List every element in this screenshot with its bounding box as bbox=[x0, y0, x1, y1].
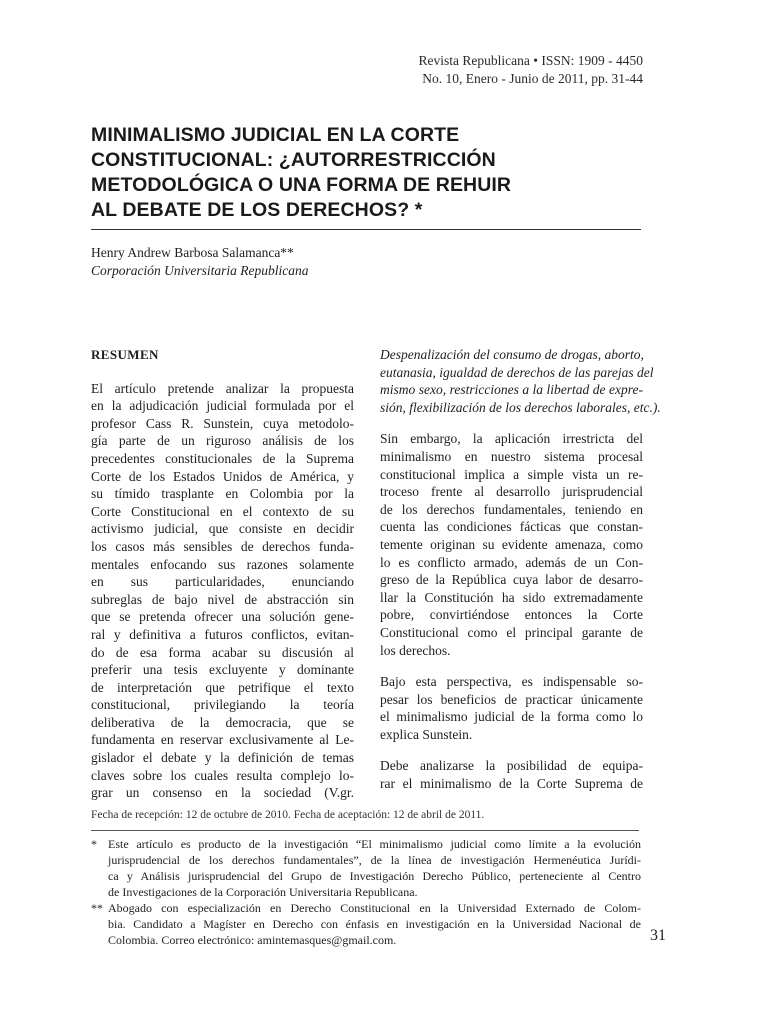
text-line: gía parte de un riguroso análisis de los bbox=[91, 433, 354, 449]
text-line: de interpretación que petrifique el texto bbox=[91, 679, 354, 695]
text-line: subreglas de bajo nivel de abstracción sin bbox=[91, 591, 354, 607]
author-name: Henry Andrew Barbosa Salamanca** bbox=[91, 245, 294, 260]
text-line: de Investigaciones de la Corporación Universitaria Republicana. bbox=[108, 885, 418, 899]
text-line: el minimalismo judicial de la forma como lo bbox=[380, 709, 643, 725]
title-line: METODOLÓGICA O UNA FORMA DE REHUIR bbox=[91, 174, 512, 196]
text-line: eutanasia, igualdad de derechos de las parejas del bbox=[380, 364, 654, 380]
abstract-paragraph bbox=[380, 430, 643, 659]
text-line: greso de la República cuya labor de desarro- bbox=[380, 572, 643, 588]
title-line: MINIMALISMO JUDICIAL EN LA CORTE bbox=[91, 124, 460, 146]
text-line: Sin embargo, la aplicación irrestricta del bbox=[380, 431, 643, 447]
text-line: pesar los beneficios de practicar únicamente bbox=[380, 691, 643, 707]
text-line: El artículo pretende analizar la propuesta bbox=[91, 380, 354, 396]
text-line: ral y definitiva a futuros conflictos, evitan- bbox=[91, 626, 354, 642]
text-line: Este artículo es producto de la investigación “El minimalismo judicial como límite a la evolución bbox=[108, 837, 641, 851]
text-line: mismo sexo, restricciones a la libertad de expre- bbox=[380, 382, 643, 398]
text-line: profesor Cass R. Sunstein, cuya metodolo- bbox=[91, 415, 354, 431]
text-line: su tímido trasplante en Colombia por la bbox=[91, 486, 354, 502]
footnote-mark: * bbox=[91, 837, 97, 851]
text-line: sión, flexibilización de los derechos laborales, etc.). bbox=[380, 399, 661, 415]
text-line: en la adjudicación judicial formulada por el bbox=[91, 398, 354, 414]
text-line: los derechos. bbox=[380, 642, 451, 658]
abstract-paragraph bbox=[380, 673, 643, 743]
text-line: Constitucional como el principal garante de bbox=[380, 624, 643, 640]
journal-issue-line: No. 10, Enero - Junio de 2011, pp. 31-44 bbox=[422, 71, 643, 86]
text-line: activismo judicial, que consiste en decidir bbox=[91, 521, 354, 537]
author-institution: Corporación Universitaria Republicana bbox=[91, 263, 309, 278]
reception-dates: Fecha de recepción: 12 de octubre de 2010. Fecha de aceptación: 12 de abril de 2011. bbox=[91, 809, 485, 821]
journal-header bbox=[419, 52, 643, 88]
abstract-left-column bbox=[91, 346, 354, 802]
abstract-right-column bbox=[380, 346, 661, 793]
text-line: jurisprudencial de los derechos fundamentales”, de la línea de investigación Hermenéutica Jurídi- bbox=[108, 853, 641, 867]
abstract-paragraph bbox=[91, 380, 354, 802]
text-line: constitucional, privilegiando la teoría bbox=[91, 697, 354, 713]
text-line: minimalismo en nuestro sistema procesal bbox=[380, 448, 643, 464]
text-line: Colombia. Correo electrónico: amintemasques@gmail.com. bbox=[108, 933, 397, 947]
title-divider bbox=[91, 229, 641, 230]
text-line: do de esa forma acabar su discusión al bbox=[91, 644, 354, 660]
author-block bbox=[91, 244, 308, 280]
text-line: rar el minimalismo de la Corte Suprema de bbox=[380, 776, 643, 792]
title-line: CONSTITUCIONAL: ¿AUTORRESTRICCIÓN bbox=[91, 149, 496, 171]
page-number: 31 bbox=[650, 927, 666, 944]
text-line: preferir una tesis excluyente y dominante bbox=[91, 662, 354, 678]
text-line: temente originan su evidente amenaza, como bbox=[380, 536, 643, 552]
text-line: troceso frente al desarrollo jurisprudencial bbox=[380, 484, 643, 500]
text-line: fundamenta en reservar exclusivamente al Le- bbox=[91, 732, 354, 748]
abstract-heading: RESUMEN bbox=[91, 347, 159, 362]
text-line: ca y Análisis jurisprudencial del Grupo de Investigación Derecho Público, perteneciente al Centro bbox=[108, 869, 641, 883]
journal-issn-line: Revista Republicana • ISSN: 1909 - 4450 bbox=[418, 53, 643, 68]
text-line: gislador el debate y la definición de temas bbox=[91, 750, 354, 766]
text-line: en sus particularidades, enunciando bbox=[91, 574, 354, 590]
text-line: lo es conflicto armado, además de un Con- bbox=[380, 554, 643, 570]
footnotes bbox=[91, 836, 641, 948]
text-line: Corte de los Estados Unidos de América, y bbox=[91, 468, 354, 484]
footnote-mark: ** bbox=[91, 901, 103, 915]
text-line: constitucional implica a simple vista un re- bbox=[380, 466, 643, 482]
text-line: deliberativa de la democracia, que se bbox=[91, 714, 354, 730]
text-line: grar un consenso en la sociedad (V.gr. bbox=[91, 785, 354, 801]
text-line: precedentes constitucionales de la Suprema bbox=[91, 450, 354, 466]
text-line: pobre, convirtiéndose entonces la Corte bbox=[380, 607, 643, 623]
footnote bbox=[91, 836, 641, 900]
text-line: Bajo esta perspectiva, es indispensable so- bbox=[380, 674, 643, 690]
text-line: Despenalización del consumo de drogas, aborto, bbox=[380, 347, 644, 362]
text-line: mentales enfocando sus razones solamente bbox=[91, 556, 354, 572]
title-line: AL DEBATE DE LOS DERECHOS? * bbox=[91, 199, 423, 221]
text-line: los casos más sensibles de derechos funda- bbox=[91, 538, 354, 554]
text-line: Abogado con especialización en Derecho Constitucional en la Universidad Externado de Colom- bbox=[108, 901, 641, 915]
abstract-paragraph bbox=[380, 757, 643, 792]
text-line: explica Sunstein. bbox=[380, 726, 473, 742]
text-line: llar la Constitución ha sido extremadamente bbox=[380, 589, 643, 605]
abstract-examples-paragraph bbox=[380, 346, 661, 416]
text-line: claves sobre los cuales resulta complejo lo- bbox=[91, 767, 354, 783]
text-line: cuenta las condiciones fácticas que constan- bbox=[380, 519, 643, 535]
footnote-divider bbox=[91, 830, 639, 831]
text-line: Corte Constitucional en el contexto de su bbox=[91, 503, 354, 519]
text-line: bia. Candidato a Magíster en Derecho con énfasis en investigación en la Universidad Nacional de bbox=[108, 917, 641, 931]
footnote bbox=[91, 900, 641, 948]
article-title bbox=[91, 123, 651, 223]
text-line: Debe analizarse la posibilidad de equipa- bbox=[380, 758, 643, 774]
text-line: que se pretenda ofrecer una solución gene- bbox=[91, 609, 354, 625]
text-line: de los derechos fundamentales, teniendo en bbox=[380, 501, 643, 517]
